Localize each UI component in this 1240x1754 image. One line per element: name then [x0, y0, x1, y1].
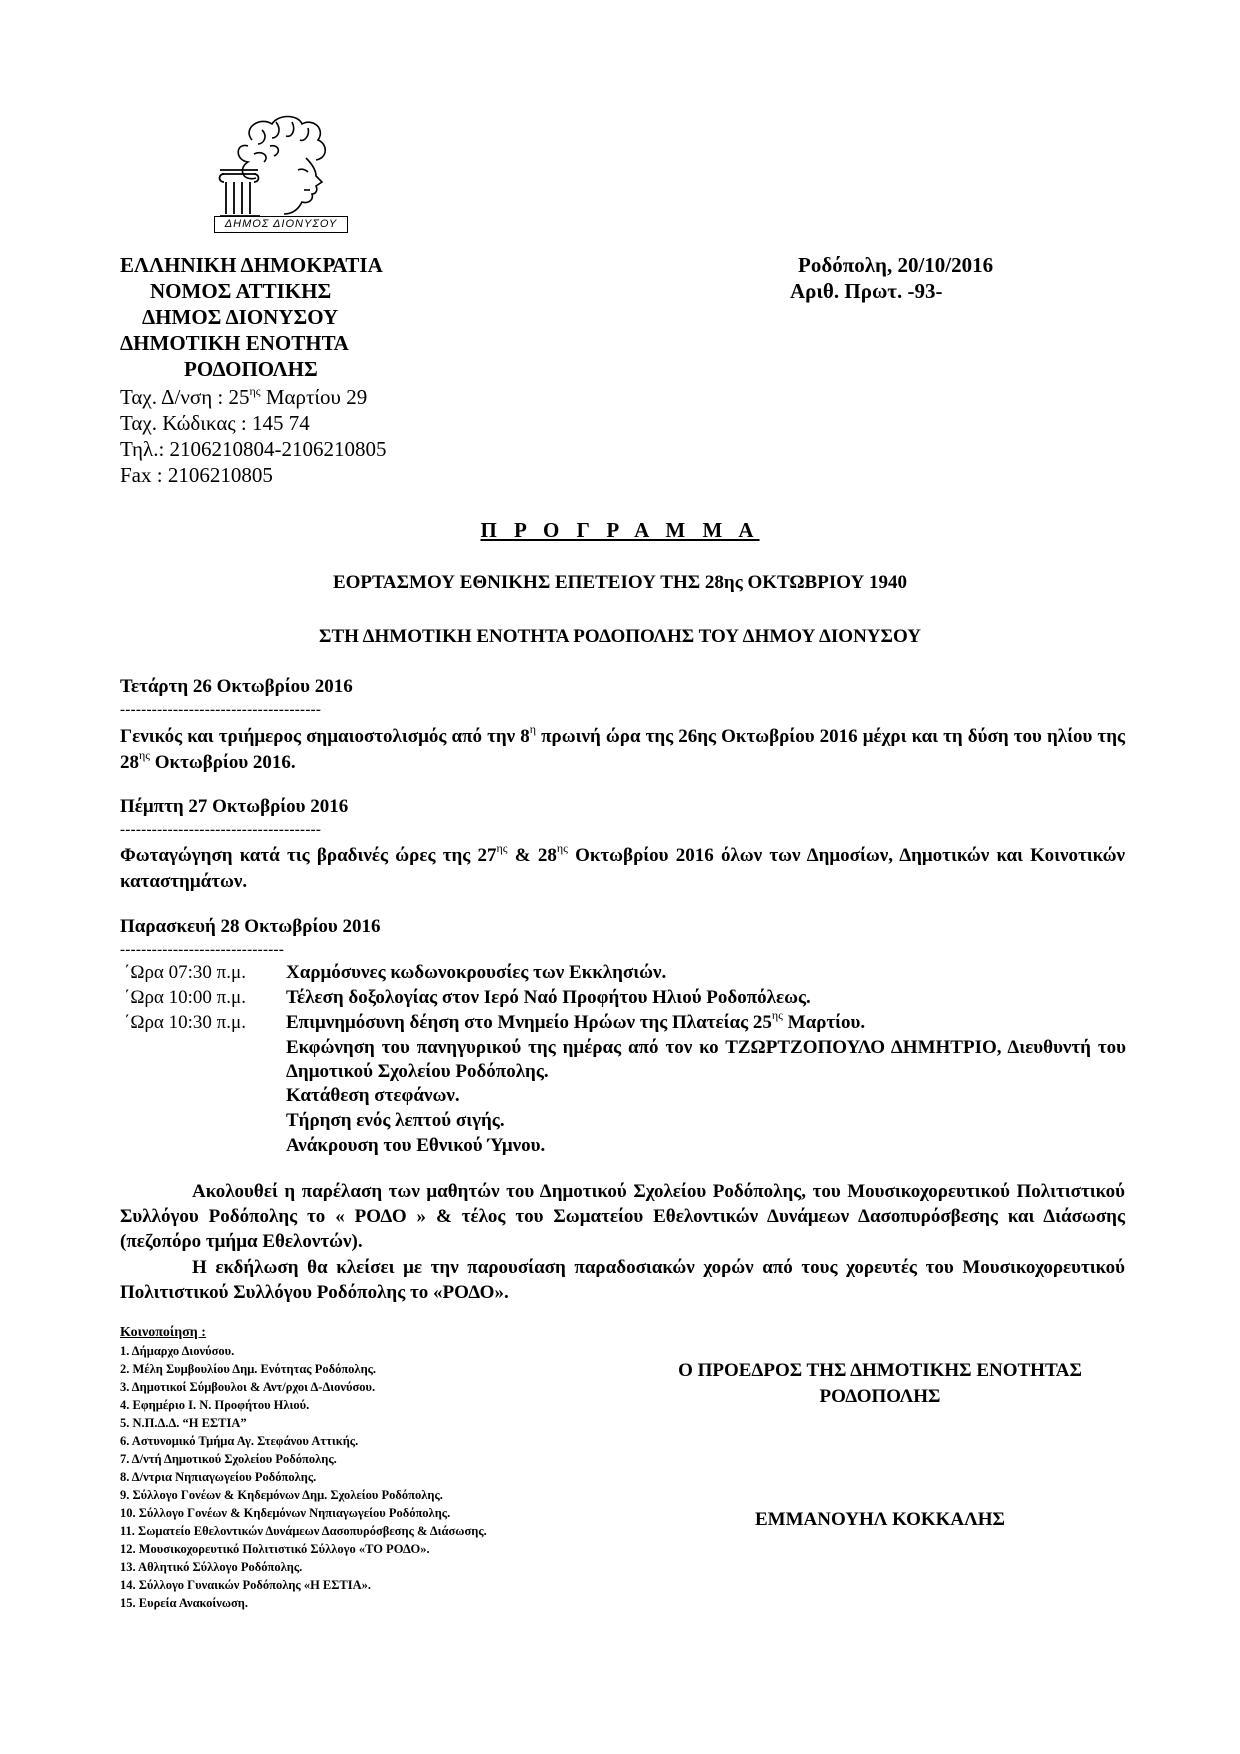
day1-title: Τετάρτη 26 Οκτωβρίου 2016 — [120, 676, 353, 697]
signature-role-line2: ΡΟΔΟΠΟΛΗΣ — [819, 1386, 941, 1407]
header-unit-name: ΡΟΔΟΠΟΛΗΣ — [184, 357, 318, 381]
cc-item: 6. Αστυνομικό Τμήμα Αγ. Στεφάνου Αττικής. — [120, 1434, 359, 1448]
schedule-text-3: Επιμνημόσυνη δέηση στο Μνημείο Ηρώων της Πλατείας $25^{\eta\varsigma}$ Μαρτίου. — [286, 1008, 866, 1033]
header-republic: ΕΛΛΗΝΙΚΗ ΔΗΜΟΚΡΑΤΙΑ — [120, 253, 383, 277]
schedule-time-1: ΄Ωρα 07:30 π.μ. — [124, 962, 246, 983]
cc-item: 7. Δ/ντή Δημοτικού Σχολείου Ροδόπολης. — [120, 1452, 337, 1466]
cc-item: 15. Ευρεία Ανακοίνωση. — [120, 1596, 249, 1610]
schedule-time-3: ΄Ωρα 10:30 π.μ. — [124, 1012, 246, 1033]
contact-fax: Fax : 2106210805 — [120, 463, 273, 487]
cc-item: 3. Δημοτικοί Σύμβουλοι & Αντ/ρχοι Δ-Διονύσου. — [120, 1380, 376, 1394]
schedule-wreaths: Κατάθεση στεφάνων. — [286, 1085, 460, 1106]
contact-phone: Τηλ.: 2106210804-2106210805 — [120, 437, 387, 461]
header-unit: ΔΗΜΟΤΙΚΗ ΕΝΟΤΗΤΑ — [120, 331, 349, 355]
cc-item: 10. Σύλλογο Γονέων & Κηδεμόνων Νηπιαγωγείου Ροδόπολης. — [120, 1506, 451, 1520]
cc-item: 13. Αθλητικό Σύλλογο Ροδόπολης. — [120, 1560, 303, 1574]
schedule-text-2: Τέλεση δοξολογίας στον Ιερό Ναό Προφήτου Ηλιού Ροδοπόλεως. — [286, 987, 811, 1008]
day3-dashes: ------------------------------- — [120, 942, 285, 958]
program-subtitle-2: ΣΤΗ ΔΗΜΟΤΙΚΗ ΕΝΟΤΗΤΑ ΡΟΔΟΠΟΛΗΣ ΤΟΥ ΔΗΜΟΥ ΔΙΟΝΥΣΟΥ — [319, 626, 921, 647]
program-title: Π Ρ Ο Γ Ρ Α Μ Μ Α — [480, 518, 760, 542]
cc-item: 4. Εφημέριο Ι. Ν. Προφήτου Ηλιού. — [120, 1398, 310, 1412]
cc-item: 1. Δήμαρχο Διονύσου. — [120, 1344, 235, 1358]
signature-role-line1: Ο ΠΡΟΕΔΡΟΣ ΤΗΣ ΔΗΜΟΤΙΚΗΣ ΕΝΟΤΗΤΑΣ — [678, 1360, 1082, 1381]
day1-dashes: -------------------------------------- — [120, 702, 322, 718]
schedule-silence: Τήρηση ενός λεπτού σιγής. — [286, 1110, 505, 1131]
schedule-text-1: Χαρμόσυνες κωδωνοκρουσίες των Εκκλησιών. — [286, 962, 667, 983]
schedule-anthem: Ανάκρουση του Εθνικού Ύμνου. — [286, 1135, 546, 1156]
signature-name: ΕΜΜΑΝΟΥΗΛ ΚΟΚΚΑΛΗΣ — [755, 1509, 1005, 1530]
cc-item: 8. Δ/ντρια Νηπιαγωγείου Ροδόπολης. — [120, 1470, 317, 1484]
day3-title: Παρασκευή 28 Οκτωβρίου 2016 — [120, 916, 381, 937]
cc-item: 5. Ν.Π.Δ.Δ. “Η ΕΣΤΙΑ” — [120, 1416, 247, 1430]
day2-text: Φωταγώγηση κατά τις βραδινές ώρες της $27^{\eta\varsigma}$ & $28^{\eta\varsigma}$ Οκτωβρίου 2016 όλων των Δημοσίων, Δημοτικών και Κοινοτικών καταστημάτων. — [120, 841, 1125, 892]
schedule-speech: Εκφώνηση του πανηγυρικού της ημέρας από τον κο ΤΖΩΡΤΖΟΠΟΥΛΟ ΔΗΜΗΤΡΙΟ, Διευθυντή του Δημοτικού Σχολείου Ροδόπολης. — [286, 1037, 1126, 1082]
cc-item: 9. Σύλλογο Γονέων & Κηδεμόνων Δημ. Σχολείου Ροδόπολης. — [120, 1488, 443, 1502]
closing-dances: Η εκδήλωση θα κλείσει με την παρουσίαση παραδοσιακών χορών από τους χορευτές του Μουσικοχορευτικού Πολιτιστικού Συλλόγου Ροδόπολης το «ΡΟΔΟ». — [120, 1257, 1125, 1303]
cc-item: 2. Μέλη Συμβουλίου Δημ. Ενότητας Ροδόπολης. — [120, 1362, 377, 1376]
day1-text: Γενικός και τριήμερος σημαιοστολισμός από την $8^\eta$ πρωινή ώρα της 26ης Οκτωβρίου 2016 μέχρι και τη δύση του ηλίου της $28^{\eta\varsigma}$ Οκτωβρίου 2016. — [120, 722, 1125, 773]
header-municipality: ΔΗΜΟΣ ΔΙΟΝΥΣΟΥ — [142, 305, 339, 329]
cc-item: 11. Σωματείο Εθελοντικών Δυνάμεων Δασοπυρόσβεσης & Διάσωσης. — [120, 1524, 487, 1538]
cc-title: Κοινοποίηση : — [120, 1325, 206, 1340]
cc-item: 14. Σύλλογο Γυναικών Ροδόπολης «Η ΕΣΤΙΑ». — [120, 1578, 372, 1592]
cc-item: 12. Μουσικοχορευτικό Πολιτιστικό Σύλλογο «ΤΟ ΡΟΔΟ». — [120, 1542, 430, 1556]
day2-title: Πέμπτη 27 Οκτωβρίου 2016 — [120, 796, 349, 817]
schedule-time-2: ΄Ωρα 10:00 π.μ. — [124, 987, 246, 1008]
contact-postal: Ταχ. Κώδικας : 145 74 — [120, 411, 310, 435]
day2-dashes: -------------------------------------- — [120, 822, 322, 838]
logo-caption: ΔΗΜΟΣ ΔΙΟΝΥΣΟΥ — [214, 216, 348, 233]
contact-address: Ταχ. Δ/νση : $25^{\eta\varsigma}$ Μαρτίου 29 — [120, 384, 368, 409]
closing-parade: Ακολουθεί η παρέλαση των μαθητών του Δημοτικού Σχολείου Ροδόπολης, του Μουσικοχορευτικού Πολιτιστικού Συλλόγου Ροδόπολης το « ΡΟΔΟ » & τέλος του Σωματείου Εθελοντικών Δυνάμεων Δασοπυρόσβεσης και Διάσωσης (πεζοπόρο τμήμα Εθελοντών). — [120, 1181, 1125, 1252]
header-prefecture: ΝΟΜΟΣ ΑΤΤΙΚΗΣ — [150, 279, 332, 303]
protocol-number: Αριθ. Πρωτ. -93- — [790, 279, 943, 303]
place-date: Ροδόπολη, 20/10/2016 — [798, 253, 994, 277]
program-subtitle-1: ΕΟΡΤΑΣΜΟΥ ΕΘΝΙΚΗΣ ΕΠΕΤΕΙΟΥ ΤΗΣ 28ης ΟΚΤΩΒΡΙΟΥ 1940 — [332, 572, 907, 593]
